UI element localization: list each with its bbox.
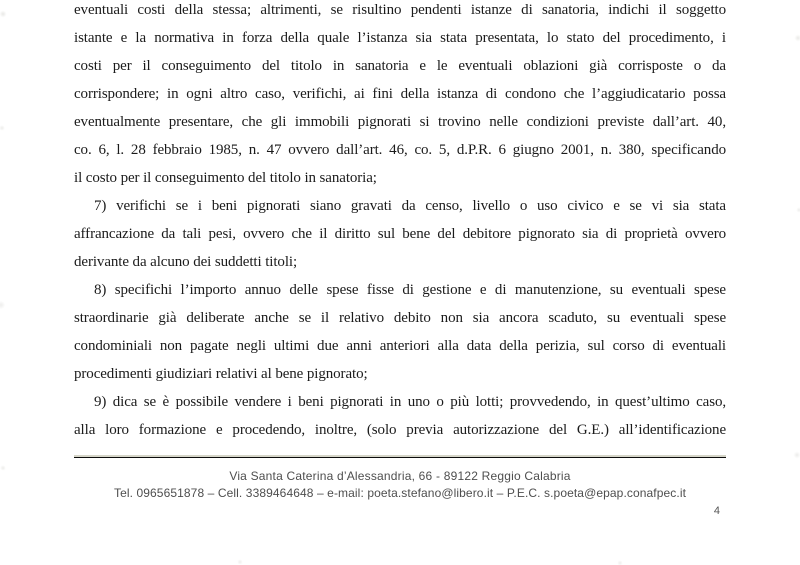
text-line: costi per il conseguimento del titolo in sanatoria e le eventuali oblazioni già corrisposte o da <box>74 58 726 74</box>
text-line: 9) dica se è possibile vendere i beni pignorati in uno o più lotti; provvedendo, in quest’ultimo caso, <box>94 394 726 410</box>
text-line: 7) verifichi se i beni pignorati siano gravati da censo, livello o uso civico e se vi sia stata <box>94 198 726 214</box>
text-line: 8) specifichi l’importo annuo delle spese fisse di gestione e di manutenzione, su eventuali spese <box>94 282 726 298</box>
text-line: condominiali non pagate negli ultimi due anni anteriori alla data della perizia, sul corso di eventuali <box>74 338 726 354</box>
text-line: eventuali costi della stessa; altrimenti, se risultino pendenti istanze di sanatoria, indichi il soggetto <box>74 2 726 18</box>
text-line: il costo per il conseguimento del titolo in sanatoria; <box>74 170 377 186</box>
text-line: procedimenti giudiziari relativi al bene pignorato; <box>74 366 368 382</box>
footer-address: Via Santa Caterina d’Alessandria, 66 - 89122 Reggio Calabria <box>229 469 571 483</box>
paragraph <box>74 276 726 388</box>
text-line: affrancazione da tali pesi, ovvero che il diritto sul bene del debitore pignorato sia di proprietà ovvero <box>74 226 726 242</box>
text-line: istante e la normativa in forza della quale l’istanza sia stata presentata, lo stato del procedimento, i <box>74 30 726 46</box>
text-line: corrispondere; in ogni altro caso, verifichi, ai fini della istanza di condono che l’aggiudicatario possa <box>74 86 726 102</box>
page-footer <box>74 455 726 517</box>
footer-divider <box>74 455 726 458</box>
paragraph <box>74 0 726 192</box>
footer-contacts: Tel. 0965651878 – Cell. 3389464648 – e-mail: poeta.stefano@libero.it – P.E.C. s.poeta@epap.conafpec.it <box>113 486 687 500</box>
paragraph <box>74 388 726 444</box>
paragraph <box>74 192 726 276</box>
document-body <box>74 0 726 444</box>
page-number: 4 <box>713 505 720 517</box>
text-line: eventualmente presentare, che gli immobili pignorati si trovino nelle condizioni previste dall’art. 40, <box>74 114 726 130</box>
text-line: alla loro formazione e procedendo, inoltre, (solo previa autorizzazione del G.E.) all’identificazione <box>74 422 726 438</box>
text-line: straordinarie già deliberate anche se il relativo debito non sia ancora scaduto, su eventuali spese <box>74 310 726 326</box>
text-line: co. 6, l. 28 febbraio 1985, n. 47 ovvero dall’art. 46, co. 5, d.P.R. 6 giugno 2001, n. 380, specificando <box>74 142 726 158</box>
text-line: derivante da alcuno dei suddetti titoli; <box>74 254 298 270</box>
